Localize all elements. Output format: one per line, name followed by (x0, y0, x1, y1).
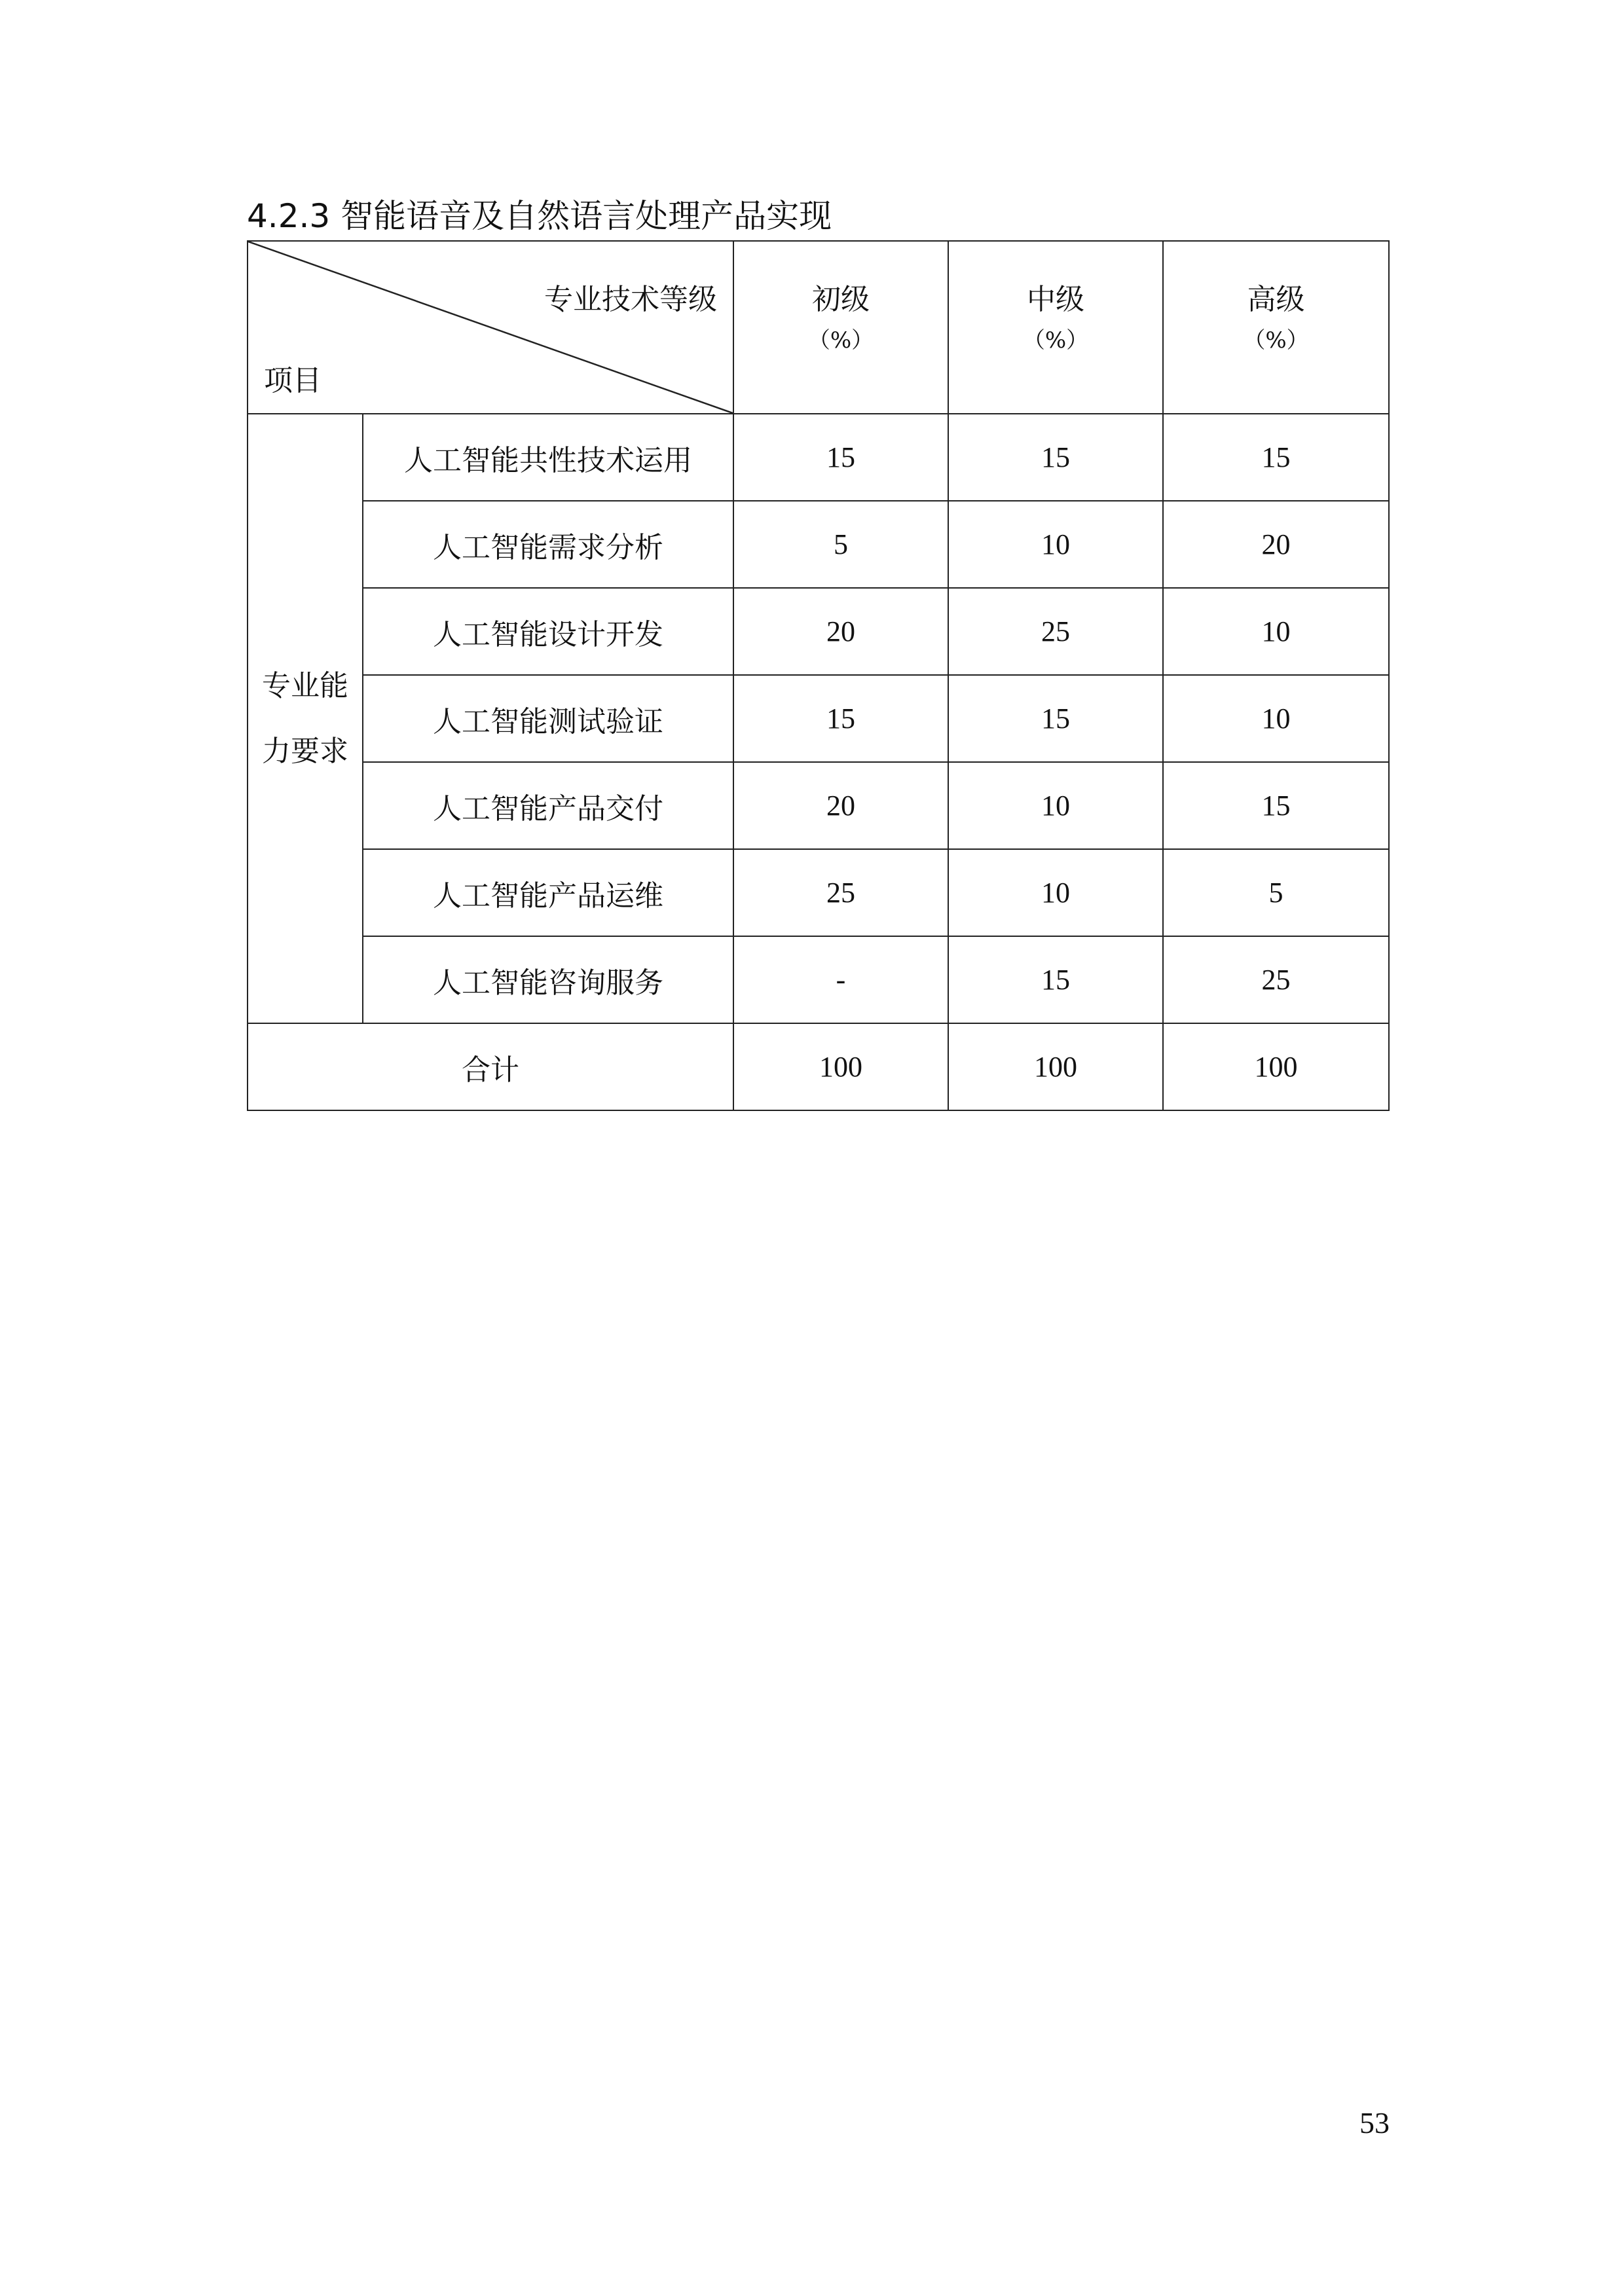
level-name: 中级 (1027, 283, 1084, 316)
level-header-junior (733, 241, 948, 414)
intermediate-value-cell: 15 (948, 414, 1163, 501)
junior-value-cell: 15 (733, 675, 948, 762)
level-header-intermediate (948, 241, 1163, 414)
table-row (248, 588, 1389, 675)
section-heading: 4.2.3 智能语音及自然语言处理产品实现 (247, 197, 832, 235)
senior-total-cell: 100 (1163, 1023, 1389, 1110)
junior-value-cell: 5 (733, 501, 948, 588)
table-row (248, 501, 1389, 588)
senior-value-cell: 25 (1163, 936, 1389, 1023)
junior-value-cell: 15 (733, 414, 948, 501)
junior-value-cell: 20 (733, 588, 948, 675)
junior-total-cell: 100 (733, 1023, 948, 1110)
item-name-cell: 人工智能共性技术运用 (363, 414, 733, 501)
page-number: 53 (1359, 2106, 1390, 2140)
technical-level-label: 专业技术等级 (544, 283, 717, 316)
intermediate-value-cell: 10 (948, 501, 1163, 588)
junior-value-cell: - (733, 936, 948, 1023)
table-row (248, 762, 1389, 849)
item-name-cell: 人工智能产品交付 (363, 762, 733, 849)
item-name-cell: 人工智能产品运维 (363, 849, 733, 936)
diagonal-header-cell (248, 241, 733, 414)
intermediate-value-cell: 10 (948, 762, 1163, 849)
level-name: 初级 (812, 283, 870, 316)
item-name-cell: 人工智能需求分析 (363, 501, 733, 588)
intermediate-value-cell: 15 (948, 936, 1163, 1023)
senior-value-cell: 15 (1163, 762, 1389, 849)
senior-value-cell: 10 (1163, 588, 1389, 675)
total-row (248, 1023, 1389, 1110)
senior-value-cell: 10 (1163, 675, 1389, 762)
item-name-cell: 人工智能设计开发 (363, 588, 733, 675)
senior-value-cell: 20 (1163, 501, 1389, 588)
table-row (248, 849, 1389, 936)
table-row (248, 936, 1389, 1023)
junior-value-cell: 20 (733, 762, 948, 849)
total-label-cell: 合计 (248, 1023, 733, 1110)
level-unit: （%） (1022, 327, 1089, 354)
group-label-line: 专业能 (262, 668, 348, 702)
table-row (248, 414, 1389, 501)
skill-weight-table (247, 240, 1390, 1111)
intermediate-value-cell: 10 (948, 849, 1163, 936)
intermediate-value-cell: 25 (948, 588, 1163, 675)
senior-value-cell: 15 (1163, 414, 1389, 501)
level-name: 高级 (1247, 283, 1305, 316)
intermediate-value-cell: 15 (948, 675, 1163, 762)
table-header-row (248, 241, 1389, 414)
professional-ability-group-cell (248, 414, 363, 1023)
table-row (248, 675, 1389, 762)
senior-value-cell: 5 (1163, 849, 1389, 936)
level-unit: （%） (1243, 327, 1309, 354)
item-label: 项目 (264, 364, 322, 397)
group-label-line: 力要求 (262, 734, 348, 768)
item-name-cell: 人工智能测试验证 (363, 675, 733, 762)
level-unit: （%） (807, 327, 874, 354)
intermediate-total-cell: 100 (948, 1023, 1163, 1110)
item-name-cell: 人工智能咨询服务 (363, 936, 733, 1023)
level-header-senior (1163, 241, 1389, 414)
junior-value-cell: 25 (733, 849, 948, 936)
